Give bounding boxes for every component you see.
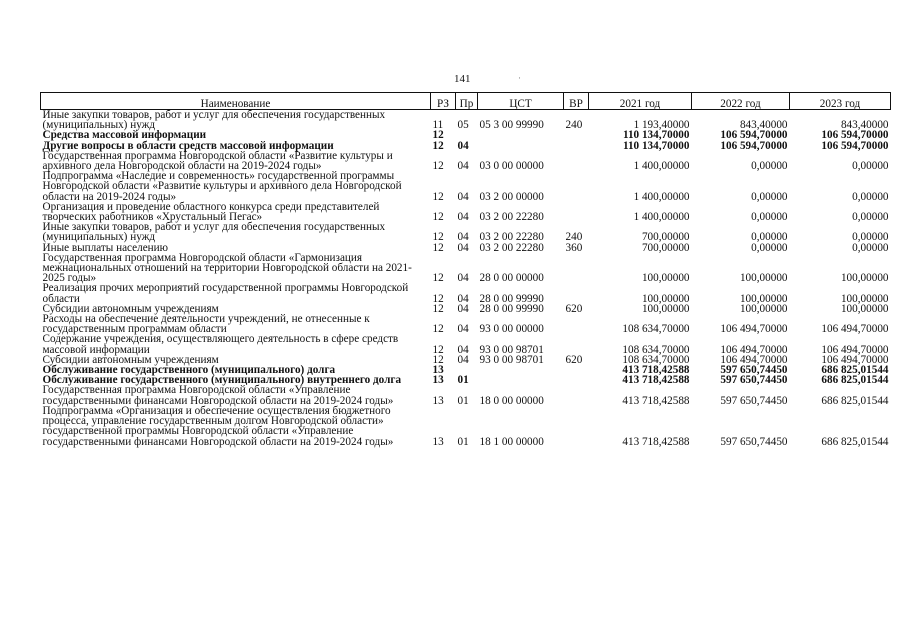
row-rz: 12 [432, 129, 444, 142]
row-2021: 413 718,42588 [622, 374, 690, 387]
row-name: Обслуживание государственного (муниципального) внутреннего долга [42, 374, 402, 387]
row-cst: 03 2 00 22280 [479, 211, 544, 224]
table-row [41, 202, 891, 222]
row-2023: 106 494,70000 [821, 353, 889, 366]
row-2022: 106 494,70000 [720, 343, 788, 356]
table-row [41, 385, 891, 405]
row-cst [478, 375, 564, 385]
row-cst: 03 2 00 22280 [479, 241, 544, 254]
row-name: Иные выплаты населению [42, 241, 168, 254]
row-cst: 28 0 00 99990 [479, 302, 544, 315]
row-2022: 106 594,70000 [720, 129, 788, 142]
row-pr: 04 [457, 241, 469, 254]
row-vr: 240 [565, 231, 583, 244]
table-row [41, 334, 891, 354]
row-2021: 110 134,70000 [622, 129, 690, 142]
header-rz: РЗ [431, 93, 456, 110]
row-2022: 0,00000 [751, 231, 788, 244]
row-name: Средства массовой информации [42, 129, 207, 142]
row-2023: 100,00000 [840, 302, 889, 315]
row-2021: 1 400,00000 [633, 160, 690, 173]
row-cst: 05 3 00 99990 [479, 119, 544, 132]
row-2022: 100,00000 [739, 302, 788, 315]
row-vr [564, 151, 589, 171]
row-name: Другие вопросы в области средств массовой информации [42, 139, 334, 152]
row-pr: 01 [457, 374, 469, 387]
row-name: Содержание учреждения, осуществляющего деятельность в сфере средств массовой информации [42, 333, 399, 356]
row-pr: 01 [457, 435, 469, 448]
row-rz: 12 [432, 323, 444, 336]
table-row [41, 151, 891, 171]
row-rz: 13 [432, 435, 444, 448]
row-2023: 843,40000 [840, 119, 889, 132]
row-pr: 04 [457, 302, 469, 315]
row-pr: 04 [457, 160, 469, 173]
row-2023: 106 494,70000 [821, 323, 889, 336]
row-vr: 620 [565, 353, 583, 366]
header-cst: ЦСТ [478, 93, 564, 110]
row-name: Организация и проведение областного конкурса среди представителей творческих работников «Хрустальный Пегас» [42, 200, 380, 224]
row-2023: 100,00000 [840, 272, 889, 285]
table-row [41, 171, 891, 202]
row-name: Государственная программа Новгородской области «Гармонизация межнациональных отношений на территории Новгородской области на 2021-2025 годы» [42, 251, 412, 285]
row-cst: 28 0 00 99990 [479, 292, 544, 305]
row-pr: 01 [457, 394, 469, 407]
row-name: Государственная программа Новгородской области «Управление государственными финансами Новгородской области на 2019-2024 годы» [42, 384, 394, 407]
row-2021: 100,00000 [641, 292, 690, 305]
row-2023: 0,00000 [852, 190, 889, 203]
row-rz: 12 [432, 241, 444, 254]
row-2023: 686 825,01544 [821, 364, 889, 377]
row-vr: 360 [565, 241, 583, 254]
table-row [41, 406, 891, 447]
row-rz: 12 [432, 190, 444, 203]
row-2021: 413 718,42588 [622, 364, 690, 377]
row-2023: 686 825,01544 [821, 394, 889, 407]
row-2021: 108 634,70000 [622, 323, 690, 336]
row-vr [564, 314, 589, 334]
row-cst: 03 2 00 00000 [479, 190, 544, 203]
row-rz: 12 [432, 160, 444, 173]
row-2022: 0,00000 [751, 241, 788, 254]
row-2022: 597 650,74450 [720, 435, 788, 448]
row-name: Государственная программа Новгородской области «Развитие культуры и архивного дела Новгородской области на 2019-2024 годы» [42, 149, 393, 173]
row-name: Реализация прочих мероприятий государственной программы Новгородской области [42, 282, 409, 305]
row-cst [478, 130, 564, 140]
row-pr: 04 [457, 190, 469, 203]
row-cst [478, 365, 564, 375]
row-pr: 04 [457, 292, 469, 305]
row-vr: 240 [565, 119, 583, 132]
table-header [41, 93, 891, 110]
row-vr [564, 253, 589, 284]
row-pr: 04 [457, 211, 469, 224]
row-2022: 106 494,70000 [720, 323, 788, 336]
table-row [41, 283, 891, 303]
row-cst: 93 0 00 98701 [479, 353, 544, 366]
row-cst: 93 0 00 00000 [479, 323, 544, 336]
row-2021: 1 400,00000 [633, 190, 690, 203]
row-pr: 04 [457, 231, 469, 244]
row-2023: 0,00000 [852, 231, 889, 244]
row-2021: 413 718,42588 [622, 435, 690, 448]
row-cst: 18 0 00 00000 [479, 394, 544, 407]
row-rz: 13 [432, 374, 444, 387]
row-2021: 108 634,70000 [622, 353, 690, 366]
row-2023: 0,00000 [852, 160, 889, 173]
row-vr [564, 385, 589, 405]
row-2021: 1 400,00000 [633, 211, 690, 224]
row-cst: 28 0 00 00000 [479, 272, 544, 285]
table-body [41, 110, 891, 447]
row-rz: 12 [432, 211, 444, 224]
row-cst: 93 0 00 98701 [479, 343, 544, 356]
row-vr [564, 334, 589, 354]
row-rz: 11 [432, 119, 444, 132]
row-2021: 1 193,40000 [633, 119, 690, 132]
row-2022: 597 650,74450 [720, 364, 788, 377]
row-2022: 597 650,74450 [720, 374, 788, 387]
row-2022: 100,00000 [739, 292, 788, 305]
row-vr [564, 365, 589, 375]
table-row [41, 314, 891, 334]
table-row [41, 110, 891, 131]
header-2021: 2021 год [589, 93, 692, 110]
row-2023: 106 594,70000 [821, 129, 889, 142]
row-name: Расходы на обеспечение деятельности учреждений, не отнесенные к государственным программам области [42, 313, 370, 336]
row-cst: 18 1 00 00000 [479, 435, 544, 448]
row-cst [478, 141, 564, 151]
row-2023: 686 825,01544 [821, 374, 889, 387]
row-rz: 12 [432, 292, 444, 305]
row-rz: 12 [432, 353, 444, 366]
row-rz: 12 [432, 343, 444, 356]
row-vr [564, 130, 589, 140]
row-vr [564, 375, 589, 385]
table-row [41, 222, 891, 242]
header-2022: 2022 год [692, 93, 790, 110]
row-2023: 0,00000 [852, 241, 889, 254]
header-2023: 2023 год [790, 93, 891, 110]
row-2021: 100,00000 [641, 272, 690, 285]
row-pr: 04 [457, 139, 469, 152]
row-rz: 13 [432, 364, 444, 377]
table-row [41, 253, 891, 284]
row-2022: 106 494,70000 [720, 353, 788, 366]
row-rz: 12 [432, 302, 444, 315]
row-name: Обслуживание государственного (муниципального) долга [42, 364, 336, 377]
page-number: 141 [454, 73, 471, 85]
row-rz: 12 [432, 231, 444, 244]
row-name: Субсидии автономным учреждениям [42, 302, 219, 315]
row-vr [564, 283, 589, 303]
row-2023: 100,00000 [840, 292, 889, 305]
row-name: Субсидии автономным учреждениям [42, 353, 219, 366]
header-pr: Пр [456, 93, 478, 110]
row-name: Иные закупки товаров, работ и услуг для обеспечения государственных (муниципальных) нужд [42, 109, 386, 132]
row-2022: 0,00000 [751, 160, 788, 173]
row-vr [564, 406, 589, 447]
row-pr: 04 [457, 323, 469, 336]
row-2023: 686 825,01544 [821, 435, 889, 448]
row-2022: 0,00000 [751, 190, 788, 203]
row-2022: 843,40000 [739, 119, 788, 132]
row-vr [564, 202, 589, 222]
row-name: Подпрограмма «Организация и обеспечение осуществления бюджетного процесса, управление государственным долгом Новгородской области» государственной программы Новгородской области «Управление государственными финансами Новгородской области на 2019-2024 годы» [42, 404, 394, 448]
row-2021: 110 134,70000 [622, 139, 690, 152]
row-2021: 413 718,42588 [622, 394, 690, 407]
row-cst: 03 0 00 00000 [479, 160, 544, 173]
row-pr: 04 [457, 343, 469, 356]
row-2021: 100,00000 [641, 302, 690, 315]
row-2023: 0,00000 [852, 211, 889, 224]
header-name: Наименование [41, 93, 431, 110]
row-rz: 12 [432, 272, 444, 285]
row-vr [564, 141, 589, 151]
row-cst: 03 2 00 22280 [479, 231, 544, 244]
row-2021: 108 634,70000 [622, 343, 690, 356]
row-2021: 700,00000 [641, 241, 690, 254]
row-2022: 597 650,74450 [720, 394, 788, 407]
row-2022: 106 594,70000 [720, 139, 788, 152]
row-name: Подпрограмма «Наследие и современность» государственной программы Новгородской области «Развитие культуры и архивного дела Новгородской области на 2019-2024 годы» [42, 170, 402, 203]
row-pr: 05 [457, 119, 469, 132]
row-vr: 620 [565, 302, 583, 315]
row-pr: 04 [457, 353, 469, 366]
header-vr: ВР [564, 93, 589, 110]
row-2023: 106 494,70000 [821, 343, 889, 356]
row-rz: 13 [432, 394, 444, 407]
row-name: Иные закупки товаров, работ и услуг для обеспечения государственных (муниципальных) нужд [42, 221, 386, 244]
row-2023: 106 594,70000 [821, 139, 889, 152]
budget-table [40, 92, 891, 447]
row-vr [564, 171, 589, 202]
row-pr: 04 [457, 272, 469, 285]
row-2021: 700,00000 [641, 231, 690, 244]
scan-speck: · [518, 73, 521, 83]
row-2022: 0,00000 [751, 211, 788, 224]
row-2022: 100,00000 [739, 272, 788, 285]
row-rz: 12 [432, 139, 444, 152]
